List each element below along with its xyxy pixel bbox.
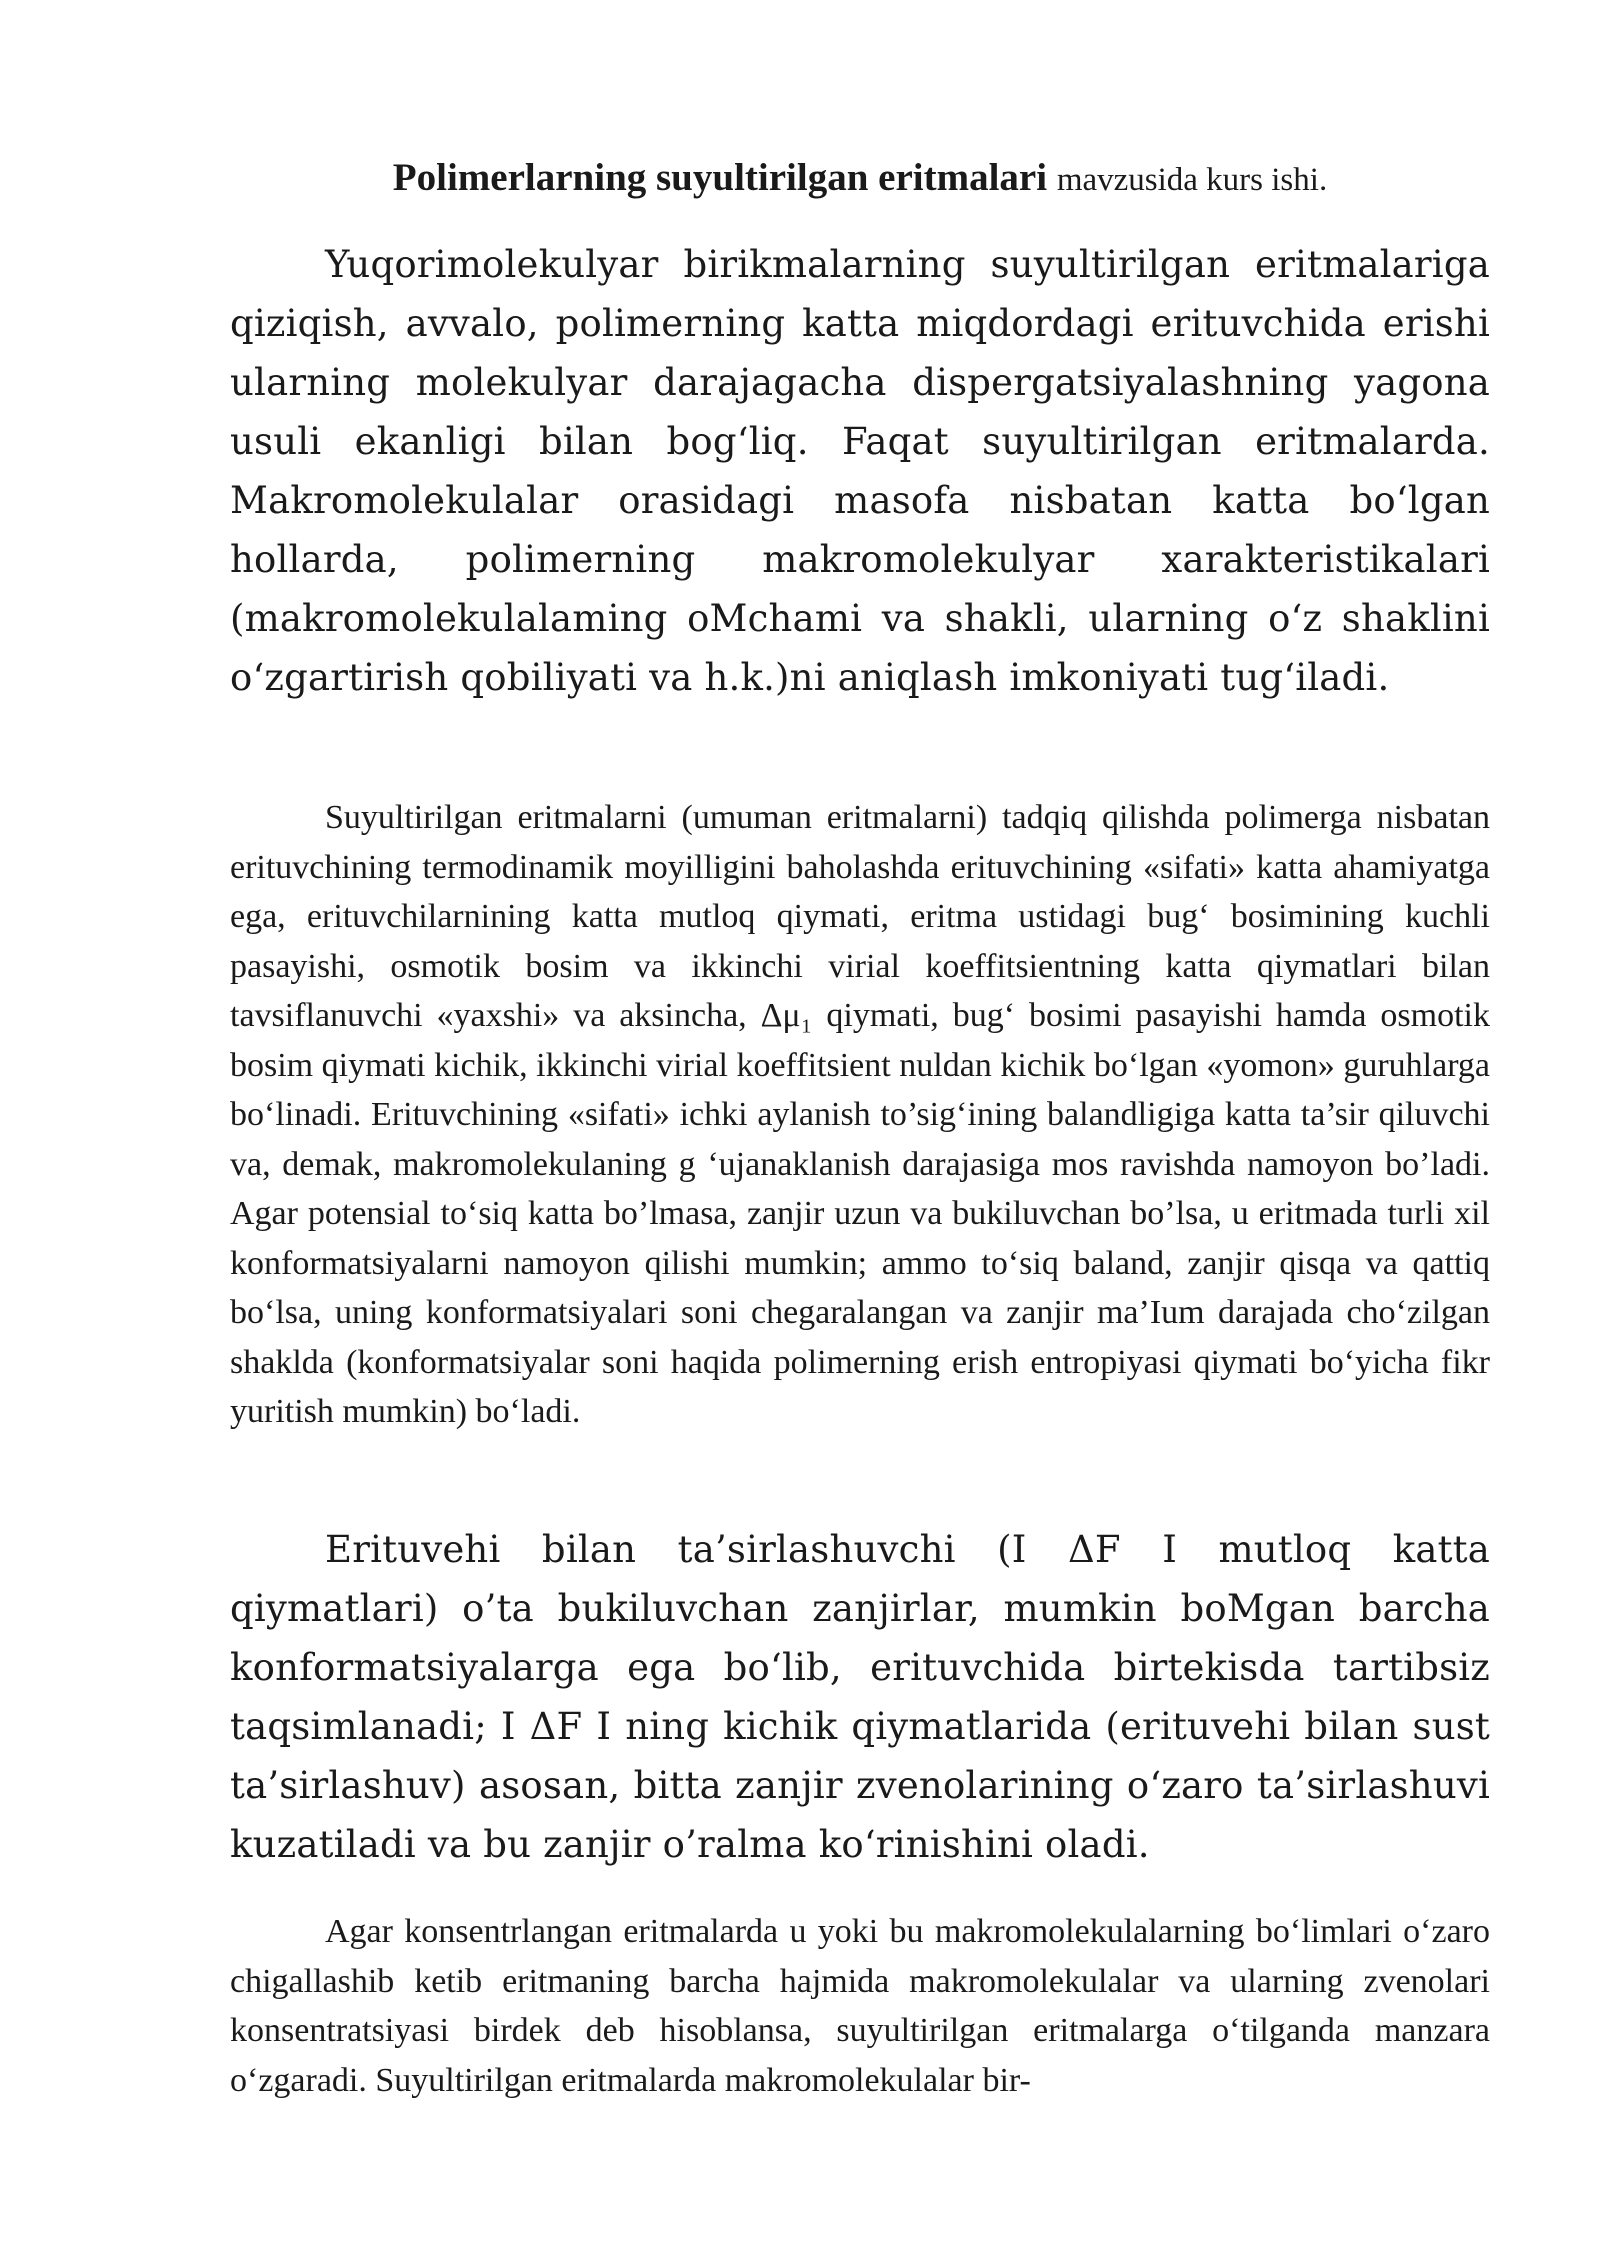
paragraph-intro: Yuqorimolekulyar birikmalarning suyultirilgan eritmalariga qiziqish, avvalo, polimerning katta miqdordagi erituvchida erishi ularning molekulyar darajagacha dispergatsiyalashning yagona usuli ekanligi bilan bog‘liq. Faqat suyultirilgan eritmalarda. Makromolekulalar orasidagi masofa nisbatan katta bo‘lgan hollarda, polimerning makromolekulyar xarakteristikalari (makromolekulalaming oMchami va shakli, ularning o‘z shaklini o‘zgartirish qobiliyati va h.k.)ni aniqlash imkoniyati tug‘iladi.: [230, 243, 1490, 699]
document-title: [230, 150, 1490, 208]
paragraph-solvent-quality: Suyultirilgan eritmalarni (umuman eritmalarni) tadqiq qilishda polimerga nisbatan erituvchining termodinamik moyilligini baholashda erituvchining «sifati» katta ahamiyatga ega, erituvchilarnining katta mutloq qiymati, eritma ustidagi bug‘ bosimining kuchli pasayishi, osmotik bosim va ikkinchi virial koeffitsientning katta qiymatlari bilan tavsiflanuvchi «yaxshi» va aksincha, Δμ₁ qiymati, bug‘ bosimi pasayishi hamda osmotik bosim qiymati kichik, ikkinchi virial koeffitsient nuldan kichik bo‘lgan «yomon» guruhlarga bo‘linadi. Erituvchining «sifati» ichki aylanish to’sig‘ining balandligiga katta ta’sir qiluvchi va, demak, makromolekulaning g ‘ujanaklanish darajasiga mos ravishda namoyon bo’ladi. Agar potensial to‘siq katta bo’lmasa, zanjir uzun va bukiluvchan bo’lsa, u eritmada turli xil konformatsiyalarni namoyon qilishi mumkin; ammo to‘siq baland, zanjir qisqa va qattiq bo‘lsa, uning konformatsiyalari soni chegaralangan va zanjir ma’Ium darajada cho‘zilgan shaklda (konformatsiyalar soni haqida polimerning erish entropiyasi qiymati bo‘yicha fikr yuritish mumkin) bo‘ladi.: [230, 799, 1490, 1430]
title-rest-text: mavzusida kurs ishi.: [1056, 162, 1328, 198]
paragraph-concentrated-solutions: Agar konsentrlangan eritmalarda u yoki bu makromolekulalarning bo‘limlari o‘zaro chigallashib ketib eritmaning barcha hajmida makromolekulalar va ularning zvenolari konsentratsiyasi birdek deb hisoblansa, suyultirilgan eritmalarga o‘tilganda manzara o‘zgaradi. Suyultirilgan eritmalarda makromolekulalar bir-: [230, 1913, 1490, 2099]
paragraph-flexible-chains: Erituvehi bilan ta’sirlashuvchi (I ΔF I mutloq katta qiymatlari) o’ta bukiluvchan zanjirlar, mumkin boMgan barcha konformatsiyalarga ega bo‘lib, erituvchida birtekisda tartibsiz taqsimlanadi; I ΔF I ning kichik qiymatlarida (erituvehi bilan sust ta’sirlashuv) asosan, bitta zanjir zvenolarining o‘zaro ta’sirlashuvi kuzatiladi va bu zanjir o’ralma ko‘rinishini oladi.: [230, 1528, 1490, 1866]
title-bold-text: Polimerlarning suyultirilgan eritmalari: [392, 156, 1048, 199]
